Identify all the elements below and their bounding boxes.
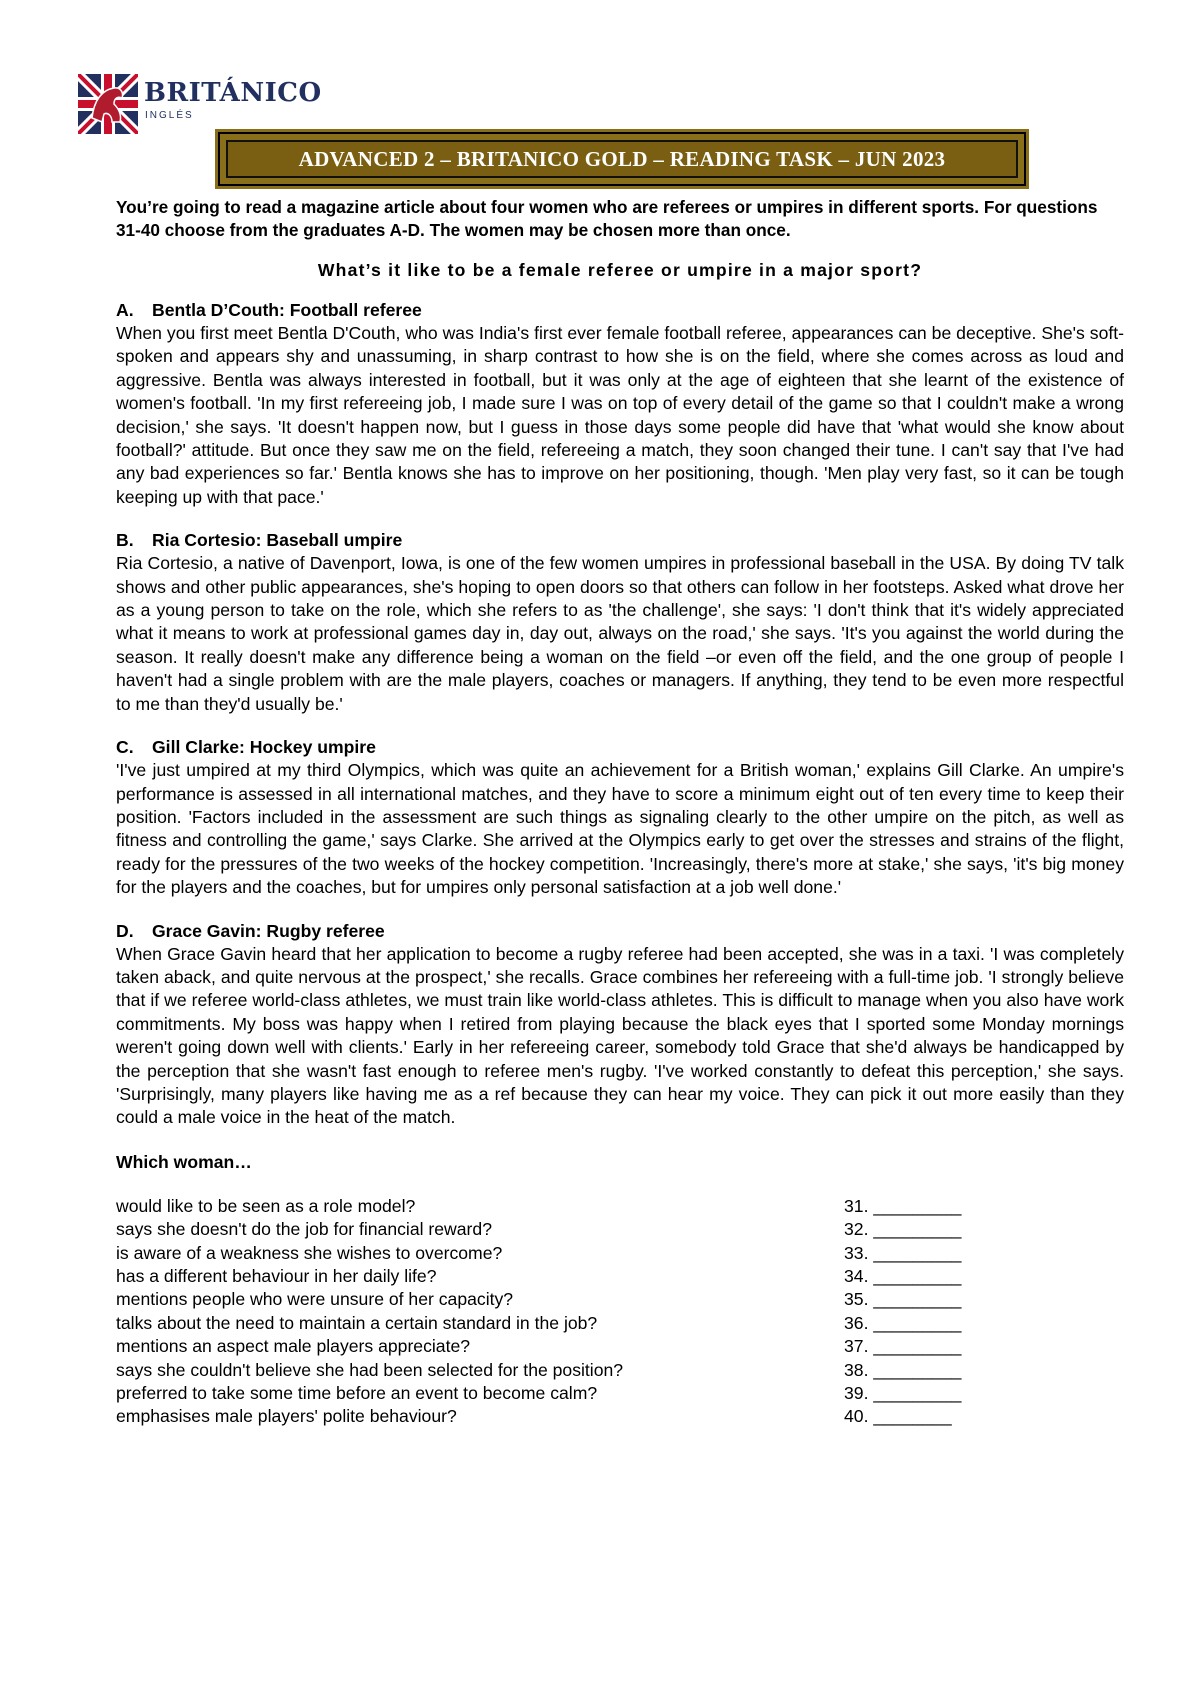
question-text: says she couldn't believe she had been selected for the position?	[116, 1359, 624, 1380]
question-text: talks about the need to maintain a certain standard in the job?	[116, 1312, 598, 1333]
section-text: When Grace Gavin heard that her application to become a rugby referee had been accepted, she was in a taxi. 'I was completely taken aback, and quite nervous at the prospect,' she recalls. Grace combines her refereeing with a full-time job. 'I strongly believe that if we referee world-class athletes, we must train like world-class athletes. This is difficult to manage when you also have work commitments. My boss was happy when I retired from playing because the black eyes that I sported some Monday mornings weren't going down well with clients.' Early in her refereeing career, somebody told Grace that she'd always be handicapped by the perception that she wasn't fast enough to referee men's rugby. 'I've worked constantly to defeat this perception,' she says. 'Surprisingly, many players like having me as a ref because they can hear my voice. They can pick it out more easily than they could a male voice in the heat of the match.	[116, 943, 1124, 1128]
section-title: Grace Gavin: Rugby referee	[152, 920, 385, 941]
section-letter: B.	[116, 530, 134, 551]
question-row	[116, 1382, 1124, 1405]
answer-blank[interactable]: 34. _________	[844, 1265, 962, 1286]
question-row	[116, 1265, 1124, 1288]
answer-blank[interactable]: 31. _________	[844, 1195, 962, 1216]
question-row	[116, 1405, 1124, 1428]
question-text: says she doesn't do the job for financial reward?	[116, 1219, 492, 1240]
questions-heading: Which woman…	[116, 1151, 252, 1172]
question-text: would like to be seen as a role model?	[116, 1195, 416, 1216]
section-c	[116, 736, 1124, 899]
question-row	[116, 1335, 1124, 1358]
document-body	[116, 196, 1124, 1429]
answer-blank[interactable]: 40. ________	[844, 1406, 952, 1427]
article-title: What’s it like to be a female referee or umpire in a major sport?	[317, 260, 923, 280]
banner-title: ADVANCED 2 – BRITANICO GOLD – READING TASK – JUN 2023	[298, 146, 946, 171]
question-list	[116, 1195, 1124, 1429]
answer-blank[interactable]: 37. _________	[844, 1336, 962, 1357]
title-banner	[218, 132, 1026, 186]
section-b	[116, 529, 1124, 716]
question-text: preferred to take some time before an event to become calm?	[116, 1382, 598, 1403]
section-heading	[116, 736, 1124, 759]
instructions: You’re going to read a magazine article about four women who are referees or umpires in different sports. For questions 31-40 choose from the graduates A-D. The women may be chosen more than once.	[116, 197, 1098, 240]
question-row	[116, 1359, 1124, 1382]
section-title: Bentla D’Couth: Football referee	[152, 300, 422, 320]
question-text: emphasises male players' polite behaviour?	[116, 1406, 457, 1427]
question-text: is aware of a weakness she wishes to overcome?	[116, 1242, 503, 1263]
question-text: has a different behaviour in her daily life?	[116, 1265, 437, 1286]
section-heading	[116, 299, 1124, 322]
answer-blank[interactable]: 38. _________	[844, 1359, 962, 1380]
answer-blank[interactable]: 32. _________	[844, 1219, 962, 1240]
britanico-logo	[78, 74, 322, 136]
question-row	[116, 1312, 1124, 1335]
answer-blank[interactable]: 35. _________	[844, 1289, 962, 1310]
question-row	[116, 1242, 1124, 1265]
section-d	[116, 920, 1124, 1130]
question-row	[116, 1195, 1124, 1218]
section-text: Ria Cortesio, a native of Davenport, Iowa, is one of the few women umpires in professional baseball in the USA. By doing TV talk shows and other public appearances, she's hoping to open doors so that others can follow in her footsteps. Asked what drove her as a young person to take on the role, which she refers to as 'the challenge', she says: 'I don't think that it's widely appreciated what it means to work at professional games day in, day out, always on the road,' she says. 'It's you against the world during the season. It really doesn't make any difference being a woman on the field –or even off the field, and the one group of people I haven't had a single problem with are the male players, coaches or managers. If anything, they tend to be even more respectful to me than they'd usually be.'	[116, 553, 1124, 714]
answer-blank[interactable]: 36. _________	[844, 1312, 962, 1333]
section-text: 'I've just umpired at my third Olympics, which was quite an achievement for a British woman,' explains Gill Clarke. An umpire's performance is assessed in all international matches, and they have to score a minimum eight out of ten every time to keep their position. 'Factors included in the assessment are such things as signaling clearly to the other umpire on the pitch, as well as fitness and controlling the game,' says Clarke. She arrived at the Olympics early to get over the stresses and strains of the flight, ready for the pressures of the two weeks of the hockey competition. 'Increasingly, there's more at stake,' she says, 'it's big money for the players and the coaches, but for umpires only personal satisfaction at a job well done.'	[116, 760, 1124, 898]
brand-subtitle: INGLÉS	[145, 110, 194, 121]
answer-blank[interactable]: 33. _________	[844, 1242, 962, 1263]
title-banner-inner	[226, 140, 1018, 178]
section-heading	[116, 920, 1124, 943]
question-row	[116, 1288, 1124, 1311]
section-text: When you first meet Bentla D'Couth, who was India's first ever female football referee, appearances can be deceptive. She's soft-spoken and appears shy and unassuming, in sharp contrast to how she is on the field, where she comes across as loud and aggressive. Bentla was always interested in football, but it was only at the age of eighteen that she learnt of the existence of women's football. 'In my first refereeing job, I made sure I was on top of every detail of the game so that I couldn't make a wrong decision,' she says. 'It doesn't happen now, but I guess in those days some people did have that 'what would she know about football?' attitude. But once they saw me on the field, refereeing a match, they soon changed their tune. I can't say that I've had any bad experiences so far.' Bentla knows she has to improve on her positioning, though. 'Men play very fast, so it can be tough keeping up with that pace.'	[116, 323, 1124, 507]
brand-name: BRITÁNICO	[144, 78, 322, 108]
section-title: Ria Cortesio: Baseball umpire	[152, 530, 403, 551]
section-title: Gill Clarke: Hockey umpire	[152, 737, 376, 758]
section-a	[116, 299, 1124, 509]
section-letter: A.	[116, 300, 134, 320]
question-row	[116, 1218, 1124, 1241]
section-letter: D.	[116, 920, 134, 941]
section-heading	[116, 529, 1124, 552]
question-text: mentions an aspect male players appreciate?	[116, 1336, 471, 1357]
answer-blank[interactable]: 39. _________	[844, 1382, 962, 1403]
lion-flag-logo-icon	[78, 74, 138, 134]
section-letter: C.	[116, 737, 134, 758]
question-text: mentions people who were unsure of her capacity?	[116, 1289, 514, 1310]
